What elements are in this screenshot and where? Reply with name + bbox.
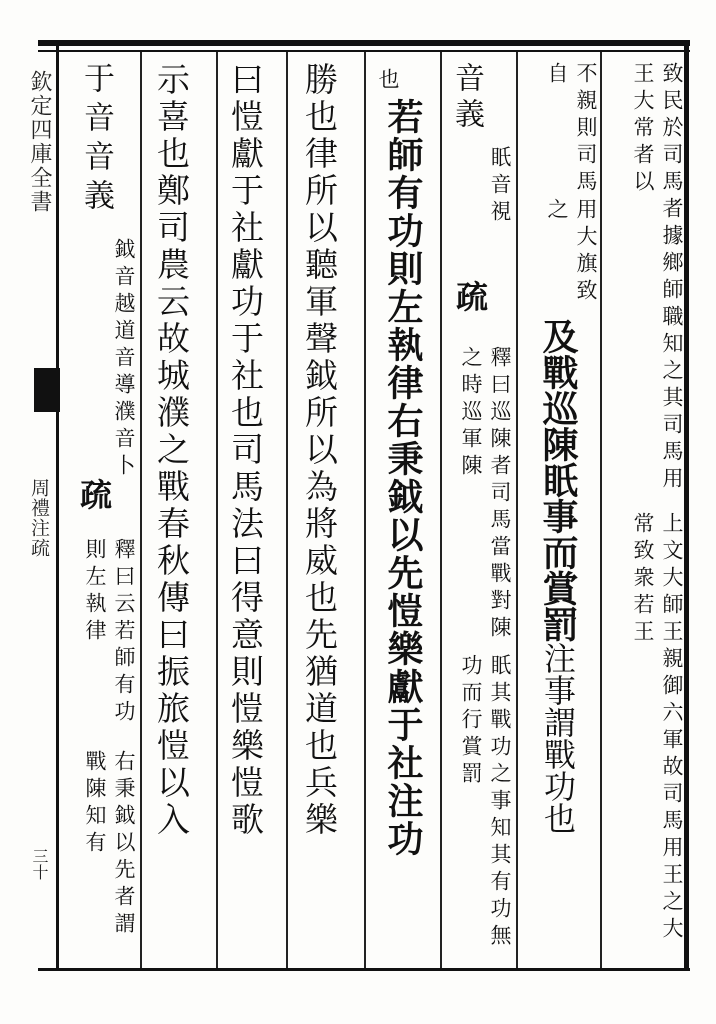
particle-text: 也 bbox=[376, 68, 400, 95]
gloss-line: 導濮音卜 bbox=[112, 373, 136, 481]
text-column-5 bbox=[292, 62, 362, 962]
shu-annotation-block bbox=[80, 538, 138, 962]
frame-top-border bbox=[38, 40, 690, 46]
gloss-line: 眂音 bbox=[488, 146, 512, 200]
column-rule bbox=[286, 52, 288, 968]
annotation-line: 眂其戰功之事知其有功無功而行賞罰 bbox=[459, 654, 512, 951]
annotation-line: 釋曰云若師有功則左執律 bbox=[83, 538, 136, 727]
text-column-6 bbox=[220, 62, 284, 962]
annotation-line: 釋曰巡陳者司馬當戰對陳之時巡軍陳 bbox=[459, 346, 512, 643]
page-margin bbox=[22, 60, 56, 965]
commentary-text: 曰愷獻于社獻功于社也司馬法曰得意則愷樂愷歌 bbox=[226, 62, 265, 839]
text-column-1 bbox=[606, 62, 686, 962]
text-column-7 bbox=[144, 62, 214, 962]
column-rule bbox=[440, 52, 442, 968]
page-number: 三十 bbox=[30, 848, 49, 880]
commentary-text: 示喜也鄭司農云故城濮之戰春秋傳曰振旅愷以入 bbox=[152, 62, 191, 839]
gloss-block bbox=[485, 146, 514, 227]
text-column-8 bbox=[62, 62, 138, 962]
main-text: 若師有功則左執律右秉鉞以先愷樂獻于社注功 bbox=[382, 98, 424, 858]
chapter-title: 周禮注疏 bbox=[28, 478, 50, 558]
gloss-line: 鉞音越道音 bbox=[112, 238, 136, 373]
yinyi-heading: 于音音義 bbox=[78, 62, 114, 218]
annotation-block bbox=[542, 62, 600, 312]
gloss-line: 視 bbox=[488, 200, 512, 227]
annotation-line: 上文大師王親御六軍故司馬用王之大常致衆若王 bbox=[631, 512, 684, 944]
shu-annotation-block bbox=[456, 346, 514, 962]
text-column-2-main bbox=[528, 318, 588, 958]
frame-bottom-border bbox=[38, 968, 690, 971]
yinyi-heading: 音義 bbox=[449, 62, 484, 134]
commentary-text: 勝也律所以聽軍聲鉞所以為將威也先猶道也兵樂 bbox=[300, 62, 339, 839]
main-text-run: 及戰巡陳眂事而賞罰 bbox=[537, 318, 579, 642]
column-rule bbox=[364, 52, 366, 968]
annotation-line: 用大旗致之 bbox=[545, 198, 598, 307]
gloss-block bbox=[109, 238, 138, 481]
column-rule bbox=[600, 52, 602, 968]
text-column-3 bbox=[444, 62, 514, 962]
annotation-line: 不親則司馬自 bbox=[545, 62, 598, 197]
shu-heading: 疏 bbox=[451, 280, 489, 316]
column-4-stack bbox=[368, 62, 438, 962]
book-title: 欽定四庫全書 bbox=[27, 70, 52, 214]
fishtail-mark bbox=[34, 368, 60, 412]
column-8-stack bbox=[62, 62, 138, 962]
column-3-stack bbox=[444, 62, 514, 962]
shu-heading: 疏 bbox=[75, 478, 113, 514]
main-text bbox=[528, 318, 588, 834]
main-text-run: 注事謂戰功也 bbox=[539, 642, 577, 834]
text-column-4 bbox=[368, 62, 438, 962]
frame-left-border bbox=[56, 40, 59, 971]
annotation-line: 致民於司馬者據鄉師職知之其司馬用王大常者以 bbox=[631, 62, 684, 494]
annotation-line: 右秉鉞以先者謂戰陳知有 bbox=[83, 750, 136, 939]
column-rule bbox=[516, 52, 518, 968]
